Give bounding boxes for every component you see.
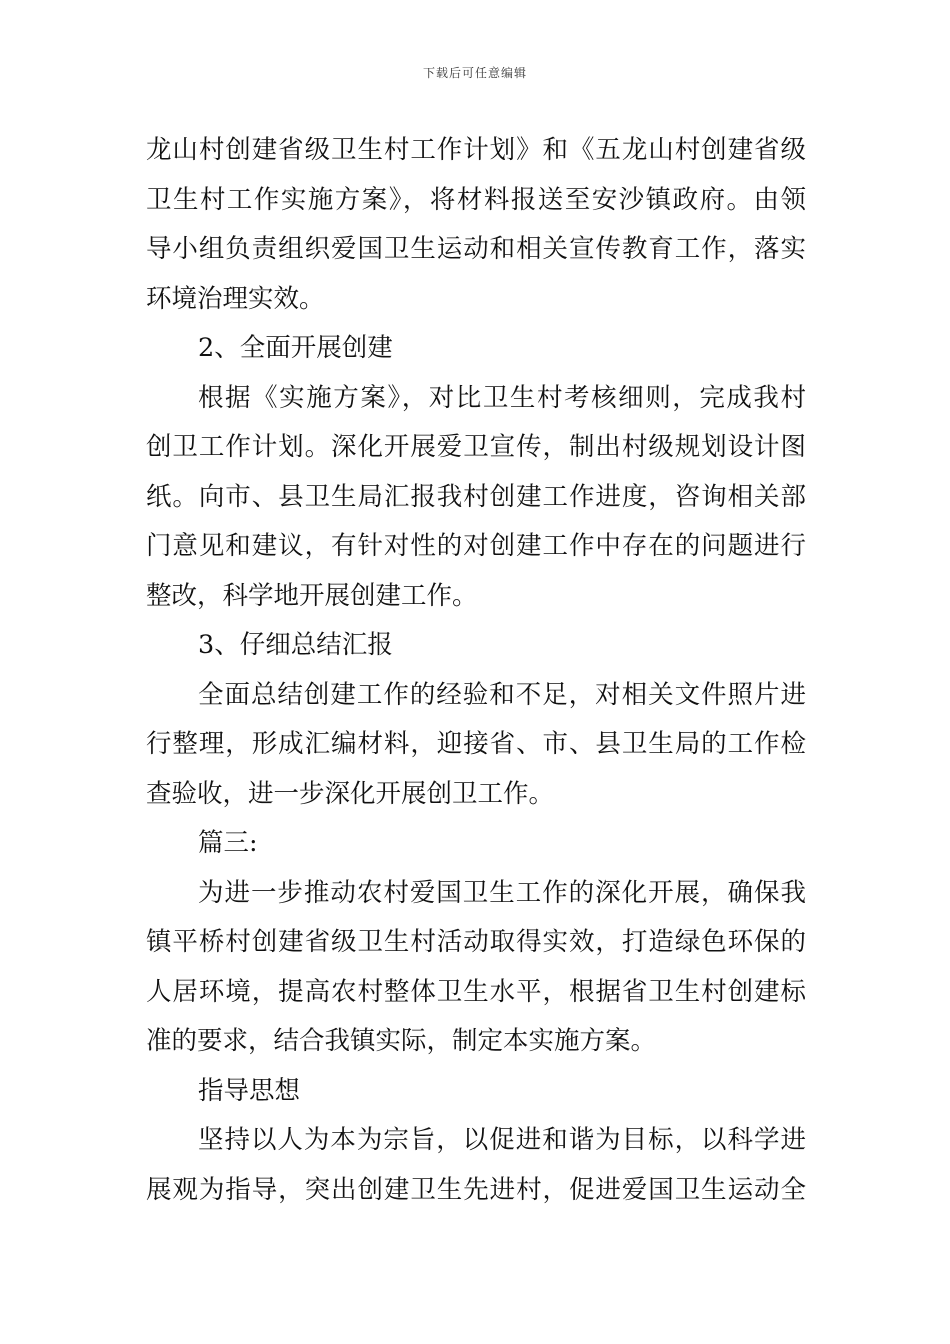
document-body — [146, 126, 806, 1215]
text-line: 导小组负责组织爱国卫生运动和相关宣传教育工作，落实 — [146, 234, 806, 264]
text-line: 纸。向市、县卫生局汇报我村创建工作进度，咨询相关部 — [146, 481, 806, 512]
text-line: 门意见和建议，有针对性的对创建工作中存在的问题进行 — [146, 531, 806, 561]
text-line: 龙山村创建省级卫生村工作计划》和《五龙山村创建省级 — [146, 135, 806, 165]
text-line: 环境治理实效。 — [146, 283, 325, 314]
text-line: 整改，科学地开展创建工作。 — [146, 580, 478, 611]
text-line: 指导思想 — [198, 1075, 301, 1106]
page-header-note: 下载后可任意编辑 — [422, 66, 527, 80]
text-line: 创卫工作计划。深化开展爱卫宣传，制出村级规划设计图 — [146, 432, 806, 462]
text-line: 镇平桥村创建省级卫生村活动取得实效，打造绿色环保的 — [146, 927, 806, 957]
text-line: 根据《实施方案》，对比卫生村考核细则，完成我村 — [198, 382, 806, 413]
text-line: 准的要求，结合我镇实际，制定本实施方案。 — [146, 1026, 657, 1056]
text-line: 人居环境，提高农村整体卫生水平，根据省卫生村创建标 — [146, 976, 806, 1007]
text-line: 2、全面开展创建 — [198, 333, 393, 363]
text-line: 为进一步推动农村爱国卫生工作的深化开展，确保我 — [198, 877, 806, 908]
text-line: 坚持以人为本为宗旨，以促进和谐为目标，以科学进 — [198, 1125, 806, 1155]
text-line: 卫生村工作实施方案》，将材料报送至安沙镇政府。由领 — [146, 184, 806, 215]
text-line: 3、仔细总结汇报 — [198, 630, 393, 660]
text-line: 查验收，进一步深化开展创卫工作。 — [146, 778, 555, 809]
text-line: 行整理，形成汇编材料，迎接省、市、县卫生局的工作检 — [146, 729, 806, 759]
text-line: 篇三: — [198, 828, 258, 858]
text-line: 全面总结创建工作的经验和不足，对相关文件照片进 — [198, 679, 806, 710]
text-line: 展观为指导，突出创建卫生先进村，促进爱国卫生运动全 — [146, 1174, 806, 1205]
